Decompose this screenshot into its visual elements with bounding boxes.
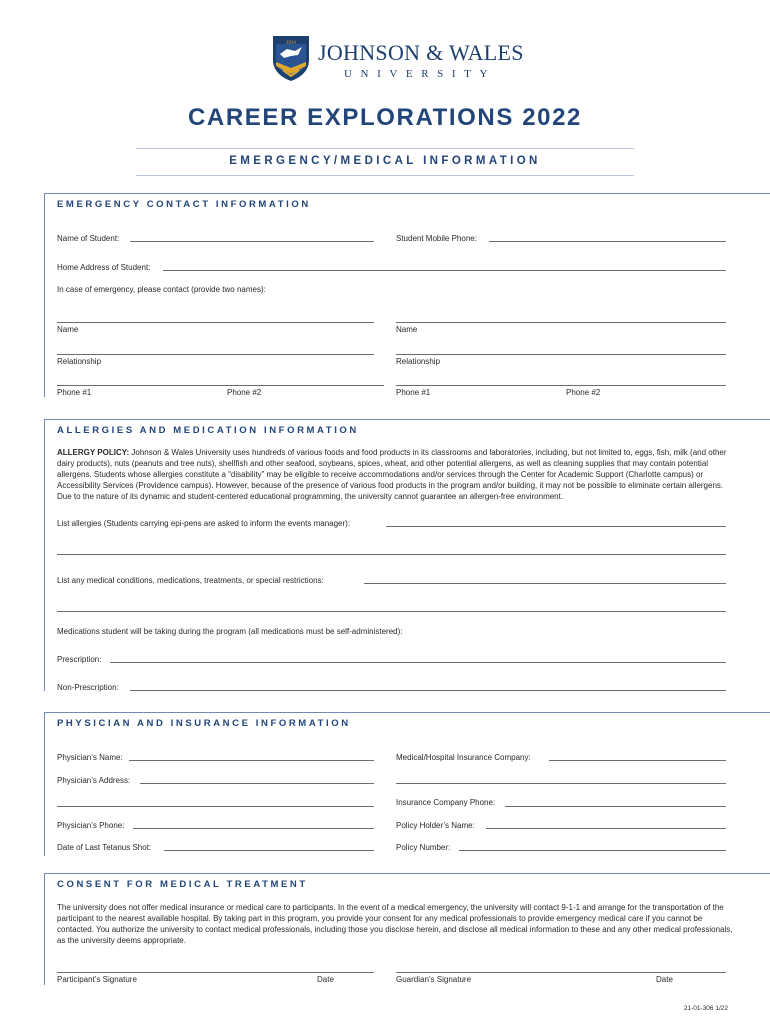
medications-note: Medications student will be taking during the program (all medications must be self-administered): [57, 627, 403, 636]
guardian-signature-field[interactable] [396, 972, 726, 973]
non-prescription-label: Non-Prescription: [57, 683, 119, 692]
policy-number-field[interactable] [459, 850, 726, 851]
contact1-phone2-label: Phone #2 [227, 388, 262, 397]
insurance-phone-field[interactable] [505, 806, 726, 807]
list-allergies-field[interactable] [386, 526, 726, 527]
consent-section-heading: CONSENT FOR MEDICAL TREATMENT [57, 879, 308, 890]
list-allergies-field-2[interactable] [57, 554, 726, 555]
physician-section-frame [44, 712, 770, 856]
allergies-section-heading: ALLERGIES AND MEDICATION INFORMATION [57, 425, 359, 436]
insurance-company-label: Medical/Hospital Insurance Company: [396, 753, 531, 762]
allergy-policy-body: Johnson & Wales University uses hundreds of various foods and food products in its classrooms and laboratories, including, but not limited to, eggs, fish, milk (and other dairy products), nuts (peanuts and tree nuts), shellfish and other seafood, soybeans, spices, wheat, and other potential allergens, as well as cleaning supplies that may contain potential allergens. Students whose allergies constitute a “disability” may be eligible to receive accommodations and/or services through the Center for Academic Support (Charlotte campus) or Accessibility Services (Providence campus). However, because of the presence of various food products in the program and/or building, it may not be possible to eliminate certain allergens. Due to the nature of its dynamic and student-centered educational programming, the university cannot guarantee an allergen-free environment. [57, 448, 727, 501]
contact2-phone2-label: Phone #2 [566, 388, 601, 397]
allergy-policy-label: ALLERGY POLICY: [57, 448, 130, 457]
contact2-phones-field[interactable] [396, 385, 726, 386]
tetanus-field[interactable] [164, 850, 374, 851]
physician-name-field[interactable] [129, 760, 374, 761]
title-divider-bottom [136, 175, 634, 176]
university-subtitle: UNIVERSITY [344, 68, 496, 80]
page-subtitle: EMERGENCY/MEDICAL INFORMATION [229, 155, 541, 167]
university-name: JOHNSON & WALES [318, 40, 524, 65]
shield-year: 1914 [285, 39, 297, 45]
medical-conditions-field[interactable] [364, 583, 726, 584]
physician-address-field[interactable] [140, 783, 374, 784]
policy-holder-label: Policy Holder’s Name: [396, 821, 475, 830]
consent-text: The university does not offer medical insurance or medical care to participants. In the event of a medical emergency, the university will contact 9-1-1 and arrange for the transportation of the participant to the nearest available hospital. By taking part in this program, you provide your consent for any medical professionals to provide emergency medical care if you cannot be contacted. You authorize the university to contact medical professionals, including those you disclose herein, and disclose all medical information to these and any other medical professionals, as the university deems appropriate. [57, 903, 733, 945]
policy-holder-field[interactable] [486, 828, 726, 829]
insurance-company-field-2[interactable] [396, 783, 726, 784]
emergency-contact-note: In case of emergency, please contact (provide two names): [57, 285, 266, 294]
student-mobile-field[interactable] [489, 241, 726, 242]
contact1-name-label: Name [57, 325, 79, 334]
physician-address-field-2[interactable] [57, 806, 374, 807]
medical-conditions-label: List any medical conditions, medications, treatments, or special restrictions: [57, 576, 324, 585]
page-title: CAREER EXPLORATIONS 2022 [187, 104, 583, 131]
physician-section-heading: PHYSICIAN AND INSURANCE INFORMATION [57, 718, 351, 729]
prescription-field[interactable] [110, 662, 726, 663]
policy-number-label: Policy Number: [396, 843, 451, 852]
list-allergies-label: List allergies (Students carrying epi-pens are asked to inform the events manager): [57, 519, 351, 528]
university-shield-logo [271, 34, 311, 82]
medical-conditions-field-2[interactable] [57, 611, 726, 612]
participant-date-label: Date [317, 975, 334, 984]
physician-phone-label: Physician’s Phone: [57, 821, 125, 830]
tetanus-label: Date of Last Tetanus Shot: [57, 843, 152, 852]
participant-signature-label: Participant’s Signature [57, 975, 137, 984]
guardian-signature-label: Guardian’s Signature [396, 975, 472, 984]
insurance-company-field[interactable] [549, 760, 726, 761]
emergency-section-heading: EMERGENCY CONTACT INFORMATION [57, 199, 311, 210]
prescription-label: Prescription: [57, 655, 102, 664]
home-address-label: Home Address of Student: [57, 263, 151, 272]
participant-signature-field[interactable] [57, 972, 374, 973]
home-address-field[interactable] [163, 270, 726, 271]
contact1-phones-field[interactable] [57, 385, 384, 386]
contact1-relationship-field[interactable] [57, 354, 374, 355]
contact2-relationship-label: Relationship [396, 357, 441, 366]
contact2-phone1-label: Phone #1 [396, 388, 431, 397]
insurance-phone-label: Insurance Company Phone: [396, 798, 496, 807]
contact1-phone1-label: Phone #1 [57, 388, 92, 397]
guardian-date-label: Date [656, 975, 673, 984]
student-name-label: Name of Student: [57, 234, 120, 243]
allergy-policy-text [57, 447, 737, 502]
physician-name-label: Physician’s Name: [57, 753, 123, 762]
contact1-name-field[interactable] [57, 322, 374, 323]
physician-phone-field[interactable] [133, 828, 374, 829]
contact1-relationship-label: Relationship [57, 357, 102, 366]
student-mobile-label: Student Mobile Phone: [396, 234, 477, 243]
contact2-name-field[interactable] [396, 322, 726, 323]
non-prescription-field[interactable] [130, 690, 726, 691]
contact2-name-label: Name [396, 325, 418, 334]
student-name-field[interactable] [130, 241, 374, 242]
physician-address-label: Physician’s Address: [57, 776, 131, 785]
form-code: 21-01-306 1/22 [683, 1005, 728, 1012]
contact2-relationship-field[interactable] [396, 354, 726, 355]
title-divider-top [136, 148, 634, 149]
